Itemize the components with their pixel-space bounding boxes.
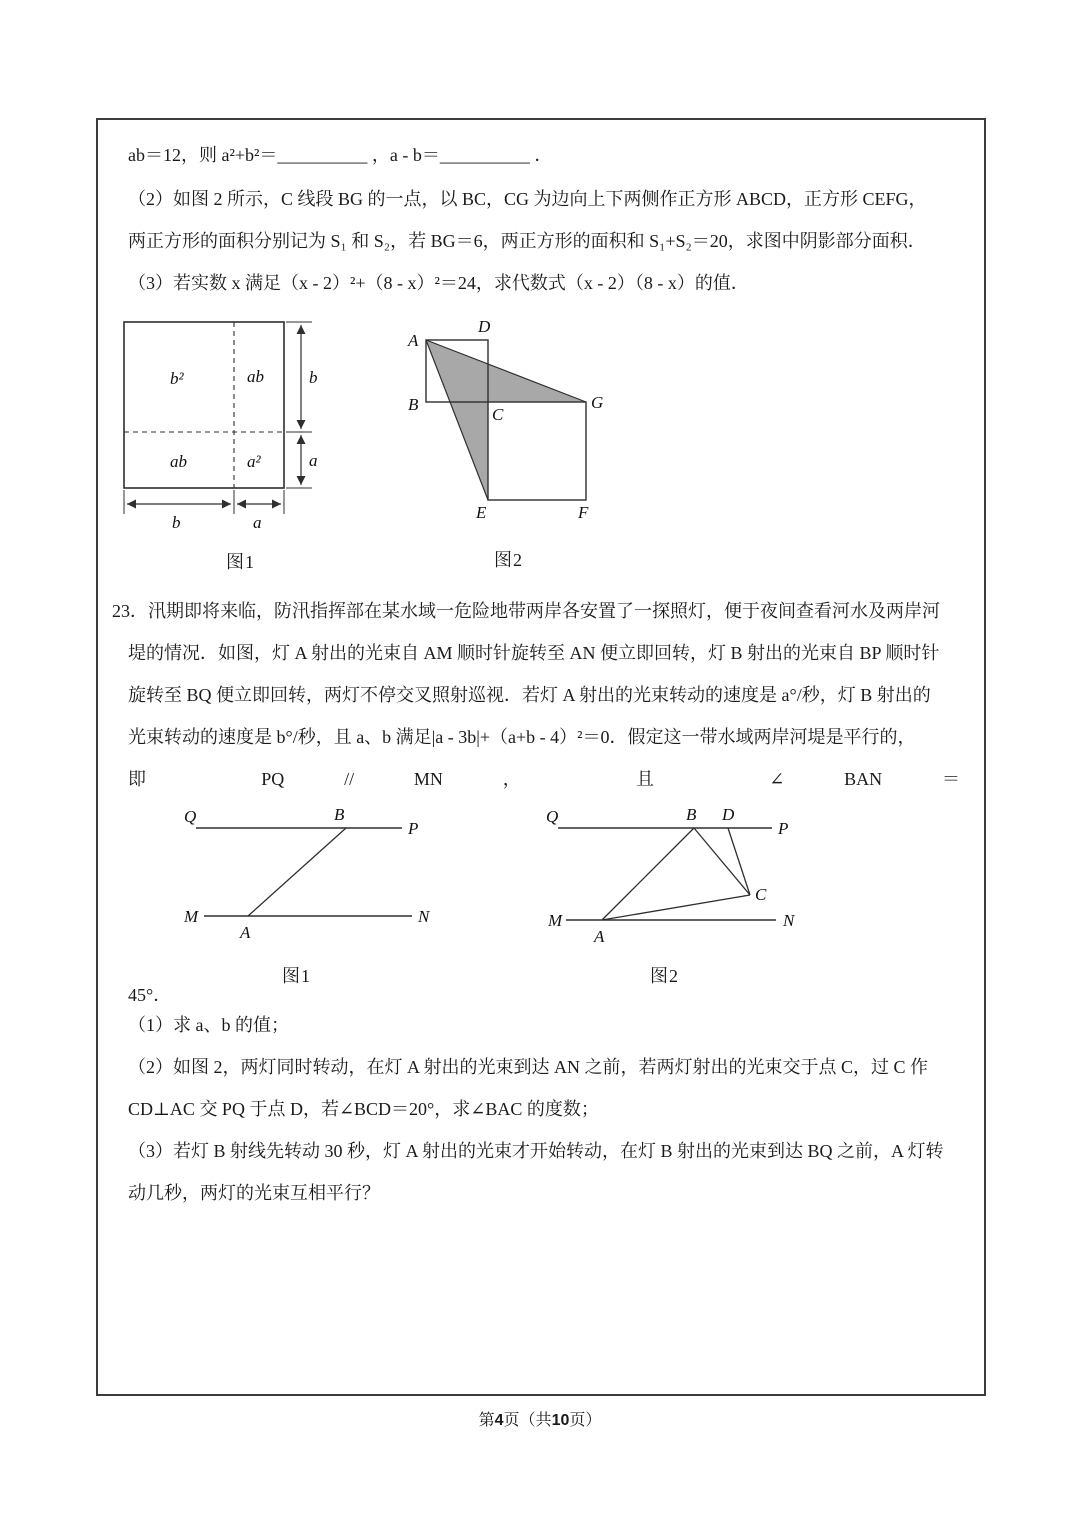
point-label-D: D [478,317,491,336]
cell-label-ab-top: ab [247,367,264,386]
footer-total-pages: 10 [551,1412,570,1429]
segment-BC [694,828,750,895]
exam-page-border [96,118,986,1396]
point-label-M: M [548,911,563,930]
dim-label-b-right: b [309,368,318,387]
figure-22-2-shaded-squares [398,310,613,532]
figure-23-2-caption: 图2 [650,966,679,986]
cell-label-a-squared: a² [247,452,261,471]
p23-question3-line2: 动几秒，两灯的光束互相平行？ [128,1183,380,1203]
figure-23-2-crossing-beams [544,802,806,957]
p22-part3-line: （3）若实数 x 满足（x - 2）²+（8 - x）²＝24，求代数式（x - 2）（8 - x）的值． [128,273,749,293]
dim-label-a-right: a [309,451,318,470]
point-label-A: A [240,923,251,942]
cell-label-ab-bottom: ab [170,452,187,471]
point-label-A: A [594,927,605,946]
point-label-C: C [755,885,767,904]
figure-23-1-parallel-lines [184,802,439,952]
point-label-G: G [591,393,604,412]
footer-pre: 第 [478,1412,495,1429]
figure-22-1-square-diagram [120,316,345,534]
segment-DC [728,828,750,895]
p22-part2-line1: （2）如图 2 所示，C 线段 BG 的一点，以 BC，CG 为边向上下两侧作正方形 ABCD，正方形 CEFG， [128,189,927,209]
point-label-N: N [783,911,795,930]
figure-22-1-caption: 图1 [226,552,255,572]
p23-angle-value: 45°． [128,985,172,1005]
segment-AC [602,895,750,920]
p23-question2-line1: （2）如图 2，两灯同时转动，在灯 A 射出的光束到达 AN 之前，若两灯射出的光束交于点 C，过 C 作 [128,1057,929,1077]
point-label-P: P [408,819,419,838]
point-label-A: A [408,331,419,350]
footer-mid: 页（共 [503,1412,552,1429]
point-label-C: C [492,405,504,424]
point-label-E: E [476,503,487,522]
figure-23-1-caption: 图1 [282,966,311,986]
point-label-D: D [722,805,735,824]
p22-part2-line2: 两正方形的面积分别记为 S₁ 和 S₂，若 BG＝6，两正方形的面积和 S₁+S₂＝20，求图中阴影部分面积． [128,231,926,251]
figure-22-2-caption: 图2 [494,550,523,570]
p23-line5-justified: 即 PQ // MN ， 且 ∠ BAN ＝ [128,769,960,789]
dim-label-a-bottom: a [253,513,262,532]
point-label-P: P [778,819,789,838]
point-label-F: F [578,503,589,522]
p23-line4: 光束转动的速度是 b°/秒，且 a、b 满足|a - 3b|+（a+b - 4）²＝0．假定这一带水域两岸河堤是平行的， [128,727,916,747]
cell-label-b-squared: b² [170,369,184,388]
p23-question2-line2: CD⊥AC 交 PQ 于点 D，若∠BCD＝20°，求∠BAC 的度数； [128,1099,599,1119]
point-label-Q: Q [546,807,559,826]
p23-question1: （1）求 a、b 的值； [128,1015,289,1035]
point-label-B: B [686,805,697,824]
p23-line2: 堤的情况．如图，灯 A 射出的光束自 AM 顺时针旋转至 AN 便立即回转，灯 B 射出的光束自 BP 顺时针 [128,643,940,663]
p23-line1: 23．汛期即将来临，防汛指挥部在某水域一危险地带两岸各安置了一探照灯，便于夜间查看河水及两岸河 [112,601,940,621]
footer-suf: 页） [569,1412,602,1429]
point-label-B: B [408,395,419,414]
point-label-Q: Q [184,807,197,826]
page-footer [0,1407,1080,1430]
p23-line3: 旋转至 BQ 便立即回转，两灯不停交叉照射巡视．若灯 A 射出的光束转动的速度是 a°/秒，灯 B 射出的 [128,685,931,705]
footer-page-number: 4 [494,1412,504,1429]
point-label-B: B [334,805,345,824]
dim-label-b-bottom: b [172,513,181,532]
p22-blank-line: ab＝12，则 a²+b²＝__________ ，a - b＝__________ ． [128,145,553,165]
segment-AB [248,828,346,916]
point-label-N: N [418,907,430,926]
p23-question3-line1: （3）若灯 B 射线先转动 30 秒，灯 A 射出的光束才开始转动，在灯 B 射出的光束到达 BQ 之前，A 灯转 [128,1141,944,1161]
point-label-M: M [184,907,199,926]
